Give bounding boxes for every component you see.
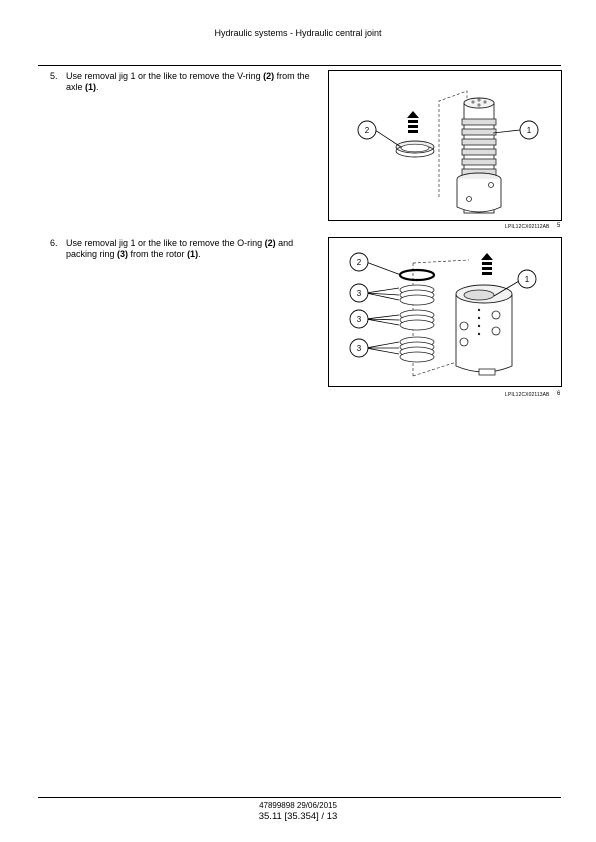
callout-label: 1 [526,126,532,135]
step-text-part: and packing ring [66,238,294,259]
callout-label: 2 [356,258,362,267]
figure-6-number: 6 [557,391,561,397]
ref-callout: (2) [264,238,276,248]
page-header-title: Hydraulic systems - Hydraulic central joint [214,28,382,38]
footer-doc-ref: 47899898 29/06/2015 [259,801,337,810]
step-number: 5. [50,71,58,81]
figure-5-vring-removal [328,70,562,221]
step-text-part: Use removal jig 1 or the like to remove the V-ring [66,71,264,81]
step-text [66,71,314,93]
ref-callout: (3) [117,249,129,259]
callout-label: 2 [364,126,370,135]
callout-leader [366,262,401,275]
up-arrow-icon [481,253,493,275]
step-text-part: . [96,82,99,92]
figure-5-caption-code: LPIL12CX02112AB [505,224,550,230]
figure-5-number: 5 [557,223,561,229]
step-5 [50,71,320,95]
footer-rule [38,797,561,798]
figure-6-caption-code: LPIL12CX02113AB [505,392,550,398]
step-text-part: Use removal jig 1 or the like to remove the O-ring [66,238,265,248]
step-6 [50,238,320,262]
oring-part [400,270,434,280]
callout-label: 3 [356,289,362,298]
step-number: 6. [50,238,58,248]
footer-page-ref: 35.11 [35.354] / 13 [258,811,338,822]
ref-callout: (2) [263,71,275,81]
axle-part [457,98,501,213]
callout-leader [366,315,399,319]
header-rule [38,65,561,66]
figure-6-oring-packing-removal [328,237,562,387]
callout-leader [493,130,520,133]
vring-part [396,141,434,157]
callout-label: 1 [524,275,530,284]
step-text-part: from the rotor [128,249,188,259]
ref-callout: (1) [85,82,97,92]
callout-label: 3 [356,344,362,353]
callout-leader [366,342,399,348]
step-text-part: from the axle [66,71,310,92]
callout-leader [366,348,399,354]
figure-6-illustration [329,238,561,386]
packing-rings [400,285,434,362]
step-text [66,238,314,260]
dashed-guide [413,260,469,263]
figure-5-illustration [329,71,561,220]
callout-leader [375,130,401,147]
callout-label: 3 [356,315,362,324]
ref-callout: (1) [187,249,199,259]
callout-leader [366,288,399,293]
step-text-part: . [198,249,201,259]
rotor-part [456,285,512,375]
up-arrow-icon [407,111,419,133]
